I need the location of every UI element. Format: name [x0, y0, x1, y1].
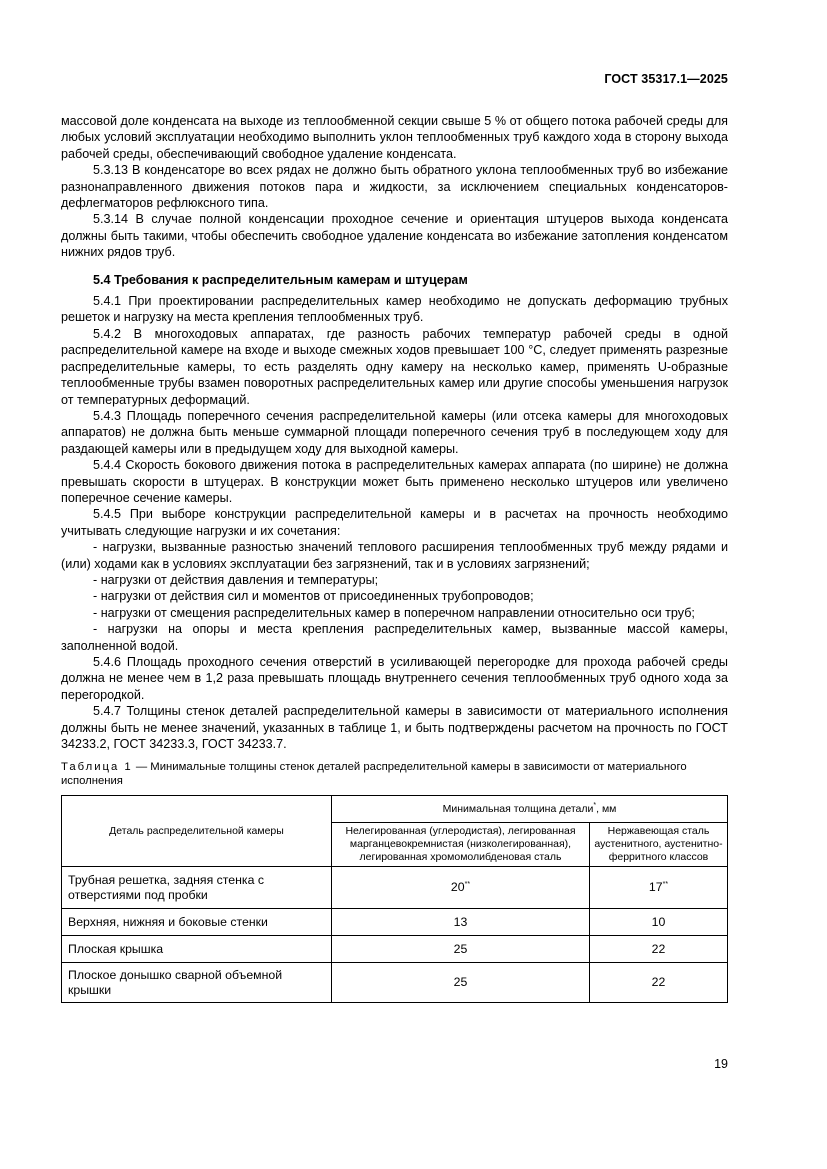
- paragraph: массовой доле конденсата на выходе из теплообменной секции свыше 5 % от общего потока рабочей среды для любых условий эксплуатации необходимо выполнить уклон теплообменных труб каждого хода в сторону выхода рабочей среды, обеспечивающий свободное удаление конденсата.: [61, 114, 728, 161]
- page-number: 19: [714, 1057, 728, 1071]
- header-part: [62, 796, 332, 867]
- header-thickness: [332, 796, 728, 823]
- list-item: - нагрузки от действия сил и моментов от присоединенных трубопроводов;: [93, 589, 534, 604]
- doc-code: ГОСТ 35317.1—2025: [604, 72, 728, 86]
- table-row: [62, 909, 728, 936]
- cell-value: 22: [590, 936, 728, 963]
- footnote-mark: **: [464, 881, 471, 889]
- header-part-text: Деталь распределительной камеры: [109, 824, 284, 837]
- paragraph-5-4-1: 5.4.1 При проектировании распределительных камер необходимо не допускать деформацию трубных решеток и нагрузку на места крепления теплообменных труб.: [61, 294, 728, 325]
- header-col-carbon-steel: [332, 823, 590, 867]
- table-label: Таблица 1: [61, 761, 133, 774]
- paragraph-5-3-13: 5.3.13 В конденсаторе во всех рядах не должно быть обратного уклона теплообменных труб во избежание разнонаправленного движения потоков пара и жидкости, за исключением специальных конденсаторов-дефлегматоров рефлюксного типа.: [61, 163, 728, 211]
- value-text: 17: [648, 880, 663, 895]
- header-col2-text: Нержавеющая сталь аустенитного, аустенитно-ферритного классов: [594, 825, 723, 864]
- table-row: [62, 936, 728, 963]
- cell-value: 25: [332, 936, 590, 963]
- header-thickness-text: Минимальная толщина детали: [442, 802, 594, 815]
- paragraph-5-4-7: 5.4.7 Толщины стенок деталей распределительной камеры в зависимости от материального исполнения должны быть не менее значений, указанных в таблице 1, и быть подтверждены расчетом на прочность по ГОСТ 34233.2, ГОСТ 34233.3, ГОСТ 34233.7.: [61, 704, 728, 752]
- paragraph-5-4-2: 5.4.2 В многоходовых аппаратах, где разность рабочих температур рабочей среды в одной распределительной камере на входе и выходе смежных ходов превышает 100 °С, следует применять разрезные распределительные камеры, то есть разделять одну камеру на несколько камер, применять U-образные теплообменные трубы взамен поворотных распределительных камер или другие способы уменьшения нагрузок от температурных деформаций.: [61, 326, 728, 407]
- paragraph-5-3-14: 5.3.14 В случае полной конденсации проходное сечение и ориентация штуцеров выхода конденсата должны быть такими, чтобы обеспечить свободное удаление конденсата во избежание затопления конденсатом нижних рядов труб.: [61, 212, 728, 260]
- section-title: 5.4 Требования к распределительным камерам и штуцерам: [93, 272, 468, 287]
- table-row: [62, 963, 728, 1003]
- value-text: 20: [450, 880, 465, 895]
- cell-value: [332, 867, 590, 909]
- list-item: - нагрузки на опоры и места крепления распределительных камер, вызванные массой камеры, заполненной водой.: [61, 622, 728, 653]
- table-caption-text: — Минимальные толщины стенок деталей распределительной камеры в зависимости от материального исполнения: [61, 761, 687, 788]
- footnote-mark: *: [593, 801, 597, 809]
- footnote-mark: **: [662, 881, 669, 889]
- paragraph-5-4-6: 5.4.6 Площадь проходного сечения отверстий в усиливающей перегородке для прохода рабочей среды должна не менее чем в 1,2 раза превышать площадь внутреннего сечения теплообменных труб одного хода за перегородкой.: [61, 655, 728, 702]
- header-thickness-unit: , мм: [596, 802, 617, 815]
- table-row: [62, 867, 728, 909]
- cell-part: Трубная решетка, задняя стенка с отверстиями под пробки: [62, 867, 332, 909]
- header-col1-text: Нелегированная (углеродистая), легированная марганцевокремнистая (низколегированная), легированная хромомолибденовая сталь: [345, 825, 576, 864]
- header-col-stainless-steel: [590, 823, 728, 867]
- paragraph-5-4-4: 5.4.4 Скорость бокового движения потока в распределительных камерах аппарата (по ширине) не должна превышать скорости в штуцерах. В конструкции может быть применено несколько штуцеров или увеличено поперечное сечение камеры.: [61, 458, 728, 505]
- paragraph-5-4-5: 5.4.5 При выборе конструкции распределительной камеры и в расчетах на прочность необходимо учитывать следующие нагрузки и их сочетания:: [61, 507, 728, 538]
- cell-part: Верхняя, нижняя и боковые стенки: [62, 909, 332, 936]
- table-caption: [61, 760, 728, 788]
- cell-value: 22: [590, 963, 728, 1003]
- list-item: - нагрузки от действия давления и температуры;: [93, 572, 379, 587]
- list-item: - нагрузки, вызванные разностью значений теплового расширения теплообменных труб между рядами и (или) ходами как в условиях эксплуатации без загрязнений, так и в условиях загрязнений;: [61, 540, 728, 571]
- cell-value: 10: [590, 909, 728, 936]
- thickness-table: [61, 795, 728, 1003]
- cell-value: 13: [332, 909, 590, 936]
- cell-part: Плоское донышко сварной объемной крышки: [62, 963, 332, 1003]
- paragraph-5-4-3: 5.4.3 Площадь поперечного сечения распределительной камеры (или отсека камеры для многоходовых аппаратов) не должна быть меньше суммарной площади поперечного сечения труб в последующем ходу для раздающей камеры или в предыдущем ходу для выходной камеры.: [61, 408, 728, 456]
- page-content: [61, 113, 728, 1003]
- cell-value: 25: [332, 963, 590, 1003]
- cell-value: [590, 867, 728, 909]
- list-item: - нагрузки от смещения распределительных камер в поперечном направлении относительно оси труб;: [93, 605, 695, 620]
- cell-part: Плоская крышка: [62, 936, 332, 963]
